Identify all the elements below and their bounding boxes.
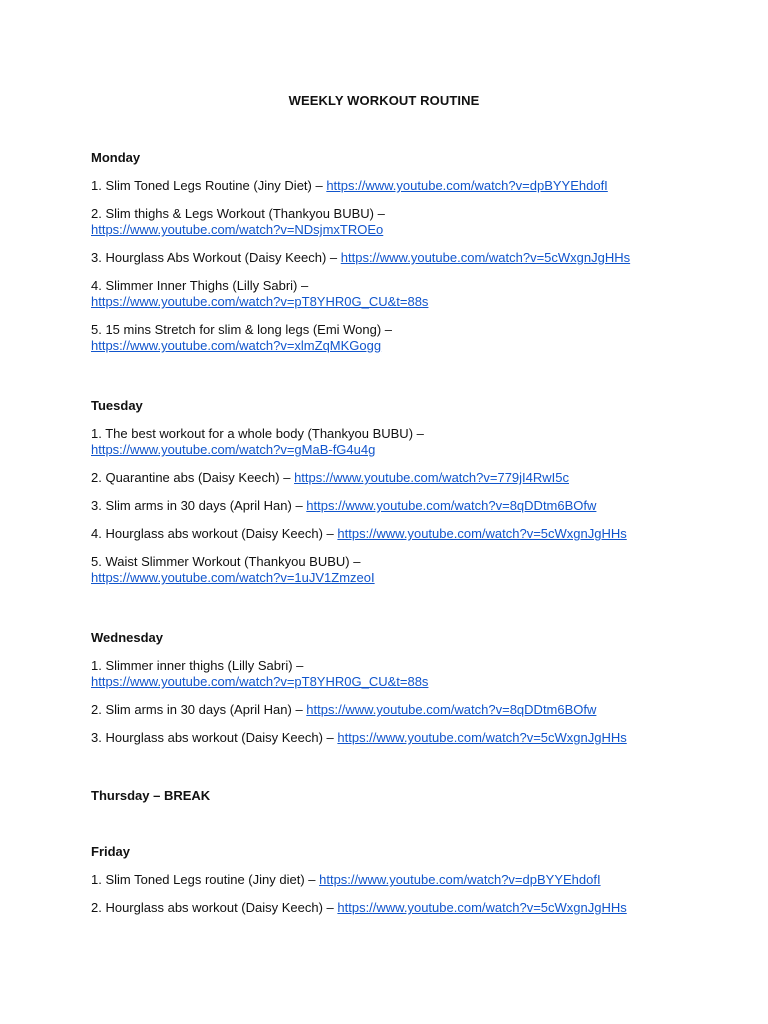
youtube-link[interactable]: https://www.youtube.com/watch?v=5cWxgnJgHHs [340, 250, 631, 265]
list-item [91, 426, 731, 458]
list-item [91, 872, 731, 888]
day-heading: Tuesday [91, 398, 143, 413]
section-tuesday [91, 398, 731, 598]
section-thursday [91, 788, 731, 816]
section-wednesday [91, 630, 731, 758]
day-heading: Monday [91, 150, 141, 165]
day-heading: Thursday – BREAK [91, 788, 211, 803]
item-text: 3. Hourglass Abs Workout (Daisy Keech) – [91, 250, 341, 265]
list-item [91, 900, 731, 916]
list-item [91, 498, 731, 514]
list-item [91, 178, 731, 194]
youtube-link[interactable]: https://www.youtube.com/watch?v=5cWxgnJgHHs [337, 730, 627, 745]
item-text: 1. Slim Toned Legs routine (Jiny diet) – [91, 872, 320, 887]
item-text: 1. Slim Toned Legs Routine (Jiny Diet) – [91, 178, 327, 193]
youtube-link[interactable]: https://www.youtube.com/watch?v=dpBYYEhdofI [326, 178, 608, 193]
list-item [91, 526, 731, 542]
item-text: 2. Slim arms in 30 days (April Han) – [91, 702, 307, 717]
item-text: 3. Slim arms in 30 days (April Han) – [91, 498, 307, 513]
youtube-link[interactable]: https://www.youtube.com/watch?v=gMaB-fG4u4g [91, 442, 376, 457]
youtube-link[interactable]: https://www.youtube.com/watch?v=779jI4RwI5c [294, 470, 570, 485]
list-item [91, 470, 731, 486]
youtube-link[interactable]: https://www.youtube.com/watch?v=dpBYYEhdofI [319, 872, 601, 887]
list-item [91, 206, 731, 238]
document-title: WEEKLY WORKOUT ROUTINE [288, 93, 480, 108]
youtube-link[interactable]: https://www.youtube.com/watch?v=pT8YHR0G_CU&t=88s [91, 294, 429, 309]
item-text: 1. Slimmer inner thighs (Lilly Sabri) – [91, 658, 304, 673]
item-text: 1. The best workout for a whole body (Thankyou BUBU) – [91, 426, 424, 441]
youtube-link[interactable]: https://www.youtube.com/watch?v=5cWxgnJgHHs [337, 900, 627, 915]
item-text: 2. Hourglass abs workout (Daisy Keech) – [91, 900, 338, 915]
day-heading: Wednesday [91, 630, 164, 645]
section-friday [91, 844, 731, 928]
item-text: 3. Hourglass abs workout (Daisy Keech) – [91, 730, 338, 745]
list-item [91, 658, 731, 690]
day-heading: Friday [91, 844, 131, 859]
youtube-link[interactable]: https://www.youtube.com/watch?v=8qDDtm6BOfw [306, 702, 597, 717]
list-item [91, 278, 731, 310]
section-monday [91, 150, 731, 366]
item-text: 4. Slimmer Inner Thighs (Lilly Sabri) – [91, 278, 309, 293]
youtube-link[interactable]: https://www.youtube.com/watch?v=5cWxgnJgHHs [337, 526, 627, 541]
youtube-link[interactable]: https://www.youtube.com/watch?v=8qDDtm6BOfw [306, 498, 597, 513]
item-text: 5. Waist Slimmer Workout (Thankyou BUBU) – [91, 554, 361, 569]
list-item [91, 250, 731, 266]
list-item [91, 322, 731, 354]
youtube-link[interactable]: https://www.youtube.com/watch?v=xlmZqMKGogg [91, 338, 382, 353]
youtube-link[interactable]: https://www.youtube.com/watch?v=NDsjmxTROEo [91, 222, 384, 237]
youtube-link[interactable]: https://www.youtube.com/watch?v=1uJV1ZmzeoI [91, 570, 375, 585]
item-text: 2. Quarantine abs (Daisy Keech) – [91, 470, 295, 485]
item-text: 2. Slim thighs & Legs Workout (Thankyou BUBU) – [91, 206, 385, 221]
list-item [91, 730, 731, 746]
item-text: 4. Hourglass abs workout (Daisy Keech) – [91, 526, 338, 541]
youtube-link[interactable]: https://www.youtube.com/watch?v=pT8YHR0G_CU&t=88s [91, 674, 429, 689]
item-text: 5. 15 mins Stretch for slim & long legs (Emi Wong) – [91, 322, 393, 337]
list-item [91, 554, 731, 586]
list-item [91, 702, 731, 718]
